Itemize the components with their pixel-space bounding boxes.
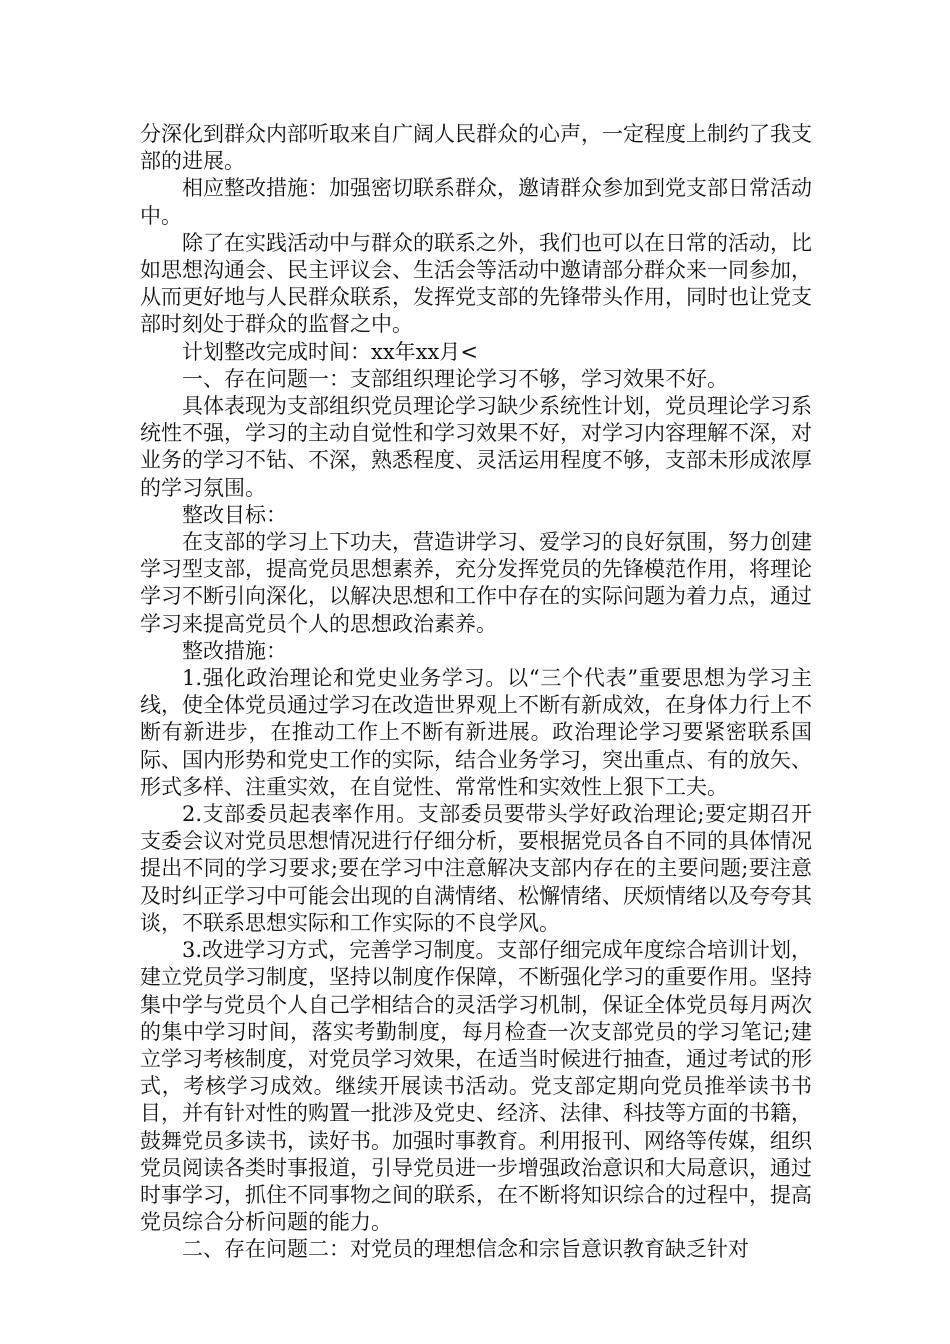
paragraph: 除了在实践活动中与群众的联系之外，我们也可以在日常的活动，比如思想沟通会、民主评议会、生活会等活动中邀请部分群众来一同参加，从而更好地与人民群众联系，发挥党支部的先锋带头作用，同时也让党支部时刻处于群众的监督之中。 [140, 230, 812, 337]
list-item: 2.支部委员起表率作用。支部委员要带头学好政治理论;要定期召开支委会议对党员思想情况进行仔细分析，要根据党员各自不同的具体情况提出不同的学习要求;要在学习中注意解决支部内存在的主要问题;要注意及时纠正学习中可能会出现的自满情绪、松懈情绪、厌烦情绪以及夸夸其谈，不联系思想实际和工作实际的不良学风。 [140, 802, 812, 935]
paragraph: 分深化到群众内部听取来自广阔人民群众的心声，一定程度上制约了我支部的进展。 [140, 122, 812, 174]
subheading: 整改措施： [182, 638, 287, 663]
list-item: 3.改进学习方式，完善学习制度。支部仔细完成年度综合培训计划，建立党员学习制度，坚持以制度作保障，不断强化学习的重要作用。坚持集中学与党员个人自己学相结合的灵活学习机制，保证全体党员每月两次的集中学习时间，落实考勤制度，每月检查一次支部党员的学习笔记;建立学习考核制度，对党员学习效果，在适当时候进行抽查，通过考试的形式，考核学习成效。继续开展读书活动。党支部定期向党员推举读书书目，并有针对性的购置一批涉及党史、经济、法律、科技等方面的书籍，鼓舞党员多读书，读好书。加强时事教育。利用报刊、网络等传媒，组织党员阅读各类时事报道，引导党员进一步增强政治意识和大局意识，通过时事学习，抓住不同事物之间的联系，在不断将知识综合的过程中，提高党员综合分析问题的能力。 [140, 938, 812, 1235]
paragraph: 具体表现为支部组织党员理论学习缺少系统性计划，党员理论学习系统性不强，学习的主动自觉性和学习效果不好，对学习内容理解不深，对业务的学习不钻、不深，熟悉程度、灵活运用程度不够，支部未形成浓厚的学习氛围。 [140, 394, 812, 500]
paragraph: 计划整改完成时间：xx年xx月< [182, 339, 478, 364]
section-heading: 一、存在问题一：支部组织理论学习不够，学习效果不好。 [182, 366, 728, 391]
paragraph: 相应整改措施：加强密切联系群众，邀请群众参加到党支部日常活动中。 [140, 176, 812, 228]
paragraph: 在支部的学习上下功夫，营造讲学习、爱学习的良好氛围，努力创建学习型支部，提高党员思想素养，充分发挥党员的先锋模范作用，将理论学习不断引向深化，以解决思想和工作中存在的实际问题为着力点，通过学习来提高党员个人的思想政治素养。 [140, 530, 812, 636]
subheading: 整改目标： [182, 502, 287, 527]
section-heading: 二、存在问题二：对党员的理想信念和宗旨意识教育缺乏针对 [182, 1237, 749, 1262]
document-body [140, 121, 812, 1264]
list-item: 1.强化政治理论和党史业务学习。以“三个代表”重要思想为学习主线，使全体党员通过学习在改造世界观上不断有新成效，在身体力行上不断有新进步，在推动工作上不断有新进展。政治理论学习要紧密联系国际、国内形势和党史工作的实际，结合业务学习，突出重点、有的放矢、形式多样、注重实效，在自觉性、常常性和实效性上狠下工夫。 [140, 666, 812, 799]
